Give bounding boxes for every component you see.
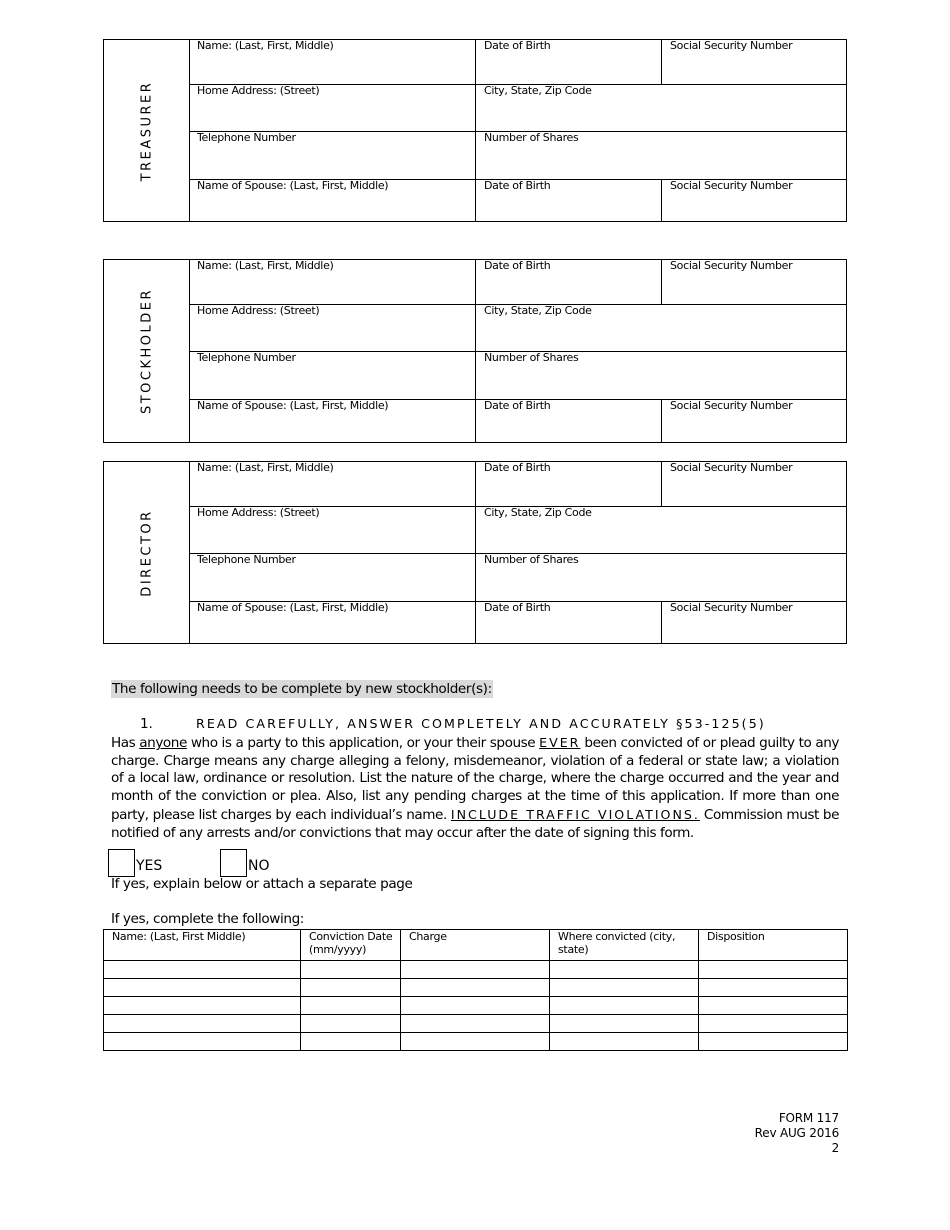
no-checkbox[interactable] [220, 849, 247, 877]
ssn-label: Social Security Number [670, 179, 793, 192]
no-label: NO [248, 858, 270, 874]
ssn-field[interactable] [662, 602, 848, 643]
table-cell[interactable] [104, 979, 301, 997]
shares-label: Number of Shares [484, 553, 579, 566]
emphasis-traffic: INCLUDE TRAFFIC VIOLATIONS. [450, 806, 700, 822]
column-header: Conviction Date (mm/yyyy) [301, 930, 401, 961]
table-cell[interactable] [550, 1033, 699, 1051]
role-label: DIRECTOR [139, 508, 154, 597]
table-row [104, 979, 848, 997]
table-cell[interactable] [401, 1033, 550, 1051]
role-label-cell [104, 462, 190, 643]
ssn-field[interactable] [662, 40, 848, 85]
name-field[interactable] [189, 40, 476, 85]
yes-label: YES [136, 858, 163, 874]
table-header-row [104, 930, 848, 961]
dob-label: Date of Birth [484, 601, 551, 614]
city-field[interactable] [476, 305, 848, 352]
phone-label: Telephone Number [197, 131, 296, 144]
column-header: Charge [401, 930, 550, 961]
role-label-cell [104, 40, 190, 221]
text-part: Has [111, 735, 140, 751]
table-cell[interactable] [699, 997, 848, 1015]
dob-field[interactable] [476, 180, 662, 221]
column-header: Where convicted (city, state) [550, 930, 699, 961]
ssn-field[interactable] [662, 180, 848, 221]
phone-label: Telephone Number [197, 351, 296, 364]
address-label: Home Address: (Street) [197, 506, 320, 519]
yes-checkbox[interactable] [108, 849, 135, 877]
city-field[interactable] [476, 507, 848, 554]
spouse-field[interactable] [189, 400, 476, 442]
role-label: STOCKHOLDER [139, 287, 154, 415]
dob-label: Date of Birth [484, 399, 551, 412]
table-cell[interactable] [301, 1033, 401, 1051]
ssn-field[interactable] [662, 260, 848, 305]
name-label: Name: (Last, First, Middle) [197, 39, 334, 52]
convictions-table [103, 929, 848, 1051]
table-cell[interactable] [104, 1015, 301, 1033]
explain-text: If yes, explain below or attach a separate page [111, 876, 413, 892]
role-label-cell [104, 260, 190, 442]
city-label: City, State, Zip Code [484, 506, 592, 519]
table-row [104, 1015, 848, 1033]
table-cell[interactable] [699, 1033, 848, 1051]
table-cell[interactable] [301, 961, 401, 979]
phone-field[interactable] [189, 132, 476, 180]
shares-field[interactable] [476, 132, 848, 180]
city-field[interactable] [476, 85, 848, 132]
dob-label: Date of Birth [484, 259, 551, 272]
ssn-label: Social Security Number [670, 461, 793, 474]
text-part: who is a party to this application, or your their spouse [186, 735, 540, 751]
question-text [111, 734, 839, 842]
dob-field[interactable] [476, 602, 662, 643]
role-label: TREASURER [139, 80, 154, 181]
ssn-label: Social Security Number [670, 39, 793, 52]
table-cell[interactable] [699, 1015, 848, 1033]
table-cell[interactable] [104, 997, 301, 1015]
page-number: 2 [831, 1141, 839, 1155]
column-header: Name: (Last, First Middle) [104, 930, 301, 961]
stockholder-block [103, 259, 847, 443]
shares-field[interactable] [476, 554, 848, 602]
table-row [104, 1033, 848, 1051]
table-cell[interactable] [550, 979, 699, 997]
shares-label: Number of Shares [484, 131, 579, 144]
name-field[interactable] [189, 260, 476, 305]
revision: Rev AUG 2016 [754, 1126, 839, 1140]
shares-field[interactable] [476, 352, 848, 400]
table-cell[interactable] [301, 997, 401, 1015]
emphasis-ever: EVER [539, 735, 581, 750]
complete-text: If yes, complete the following: [111, 911, 304, 927]
ssn-label: Social Security Number [670, 399, 793, 412]
name-label: Name: (Last, First, Middle) [197, 461, 334, 474]
address-field[interactable] [189, 85, 476, 132]
table-cell[interactable] [550, 961, 699, 979]
table-cell[interactable] [401, 961, 550, 979]
question-number: 1. [140, 716, 153, 732]
address-field[interactable] [189, 305, 476, 352]
emphasis-anyone: anyone [139, 735, 187, 751]
table-cell[interactable] [301, 979, 401, 997]
table-cell[interactable] [104, 1033, 301, 1051]
table-cell[interactable] [301, 1015, 401, 1033]
table-cell[interactable] [550, 1015, 699, 1033]
question-title: READ CAREFULLY, ANSWER COMPLETELY AND ACCURATELY §53-125(5) [196, 716, 766, 731]
table-cell[interactable] [699, 961, 848, 979]
ssn-field[interactable] [662, 400, 848, 442]
address-label: Home Address: (Street) [197, 304, 320, 317]
question-1 [140, 716, 766, 732]
table-cell[interactable] [550, 997, 699, 1015]
director-block [103, 461, 847, 644]
spouse-label: Name of Spouse: (Last, First, Middle) [197, 399, 389, 412]
table-cell[interactable] [401, 1015, 550, 1033]
spouse-label: Name of Spouse: (Last, First, Middle) [197, 179, 389, 192]
name-field[interactable] [189, 462, 476, 507]
name-label: Name: (Last, First, Middle) [197, 259, 334, 272]
dob-label: Date of Birth [484, 39, 551, 52]
column-header: Disposition [699, 930, 848, 961]
text-part: been convicted of or plead guilty to any charge. Charge means any charge alleging a felony, misdemeanor, violation of a federal or state law; a violation of a local law, ordinance or resolution. List the nature of the charge, where the charge occurred and the year and month of the conviction or plea. Also, list any pending charges at the time of this application. If more than one party, please list charges by each individual’s name. [111, 735, 839, 823]
treasurer-block [103, 39, 847, 222]
text-part: Commission must be notified of any arrests and/or convictions that may occur after the date of signing this form. [111, 806, 839, 841]
table-cell[interactable] [699, 979, 848, 997]
spouse-label: Name of Spouse: (Last, First, Middle) [197, 601, 389, 614]
dob-field[interactable] [476, 462, 662, 507]
form-number: FORM 117 [778, 1111, 839, 1125]
table-row [104, 997, 848, 1015]
dob-field[interactable] [476, 260, 662, 305]
spouse-field[interactable] [189, 180, 476, 221]
section-heading: The following needs to be complete by new stockholder(s): [112, 681, 492, 697]
phone-field[interactable] [189, 352, 476, 400]
dob-label: Date of Birth [484, 461, 551, 474]
phone-field[interactable] [189, 554, 476, 602]
ssn-field[interactable] [662, 462, 848, 507]
phone-label: Telephone Number [197, 553, 296, 566]
city-label: City, State, Zip Code [484, 304, 592, 317]
dob-field[interactable] [476, 400, 662, 442]
table-row [104, 961, 848, 979]
table-cell[interactable] [104, 961, 301, 979]
table-cell[interactable] [401, 997, 550, 1015]
address-label: Home Address: (Street) [197, 84, 320, 97]
spouse-field[interactable] [189, 602, 476, 643]
table-cell[interactable] [401, 979, 550, 997]
ssn-label: Social Security Number [670, 601, 793, 614]
dob-label: Date of Birth [484, 179, 551, 192]
footer [755, 1111, 839, 1156]
ssn-label: Social Security Number [670, 259, 793, 272]
shares-label: Number of Shares [484, 351, 579, 364]
city-label: City, State, Zip Code [484, 84, 592, 97]
address-field[interactable] [189, 507, 476, 554]
dob-field[interactable] [476, 40, 662, 85]
